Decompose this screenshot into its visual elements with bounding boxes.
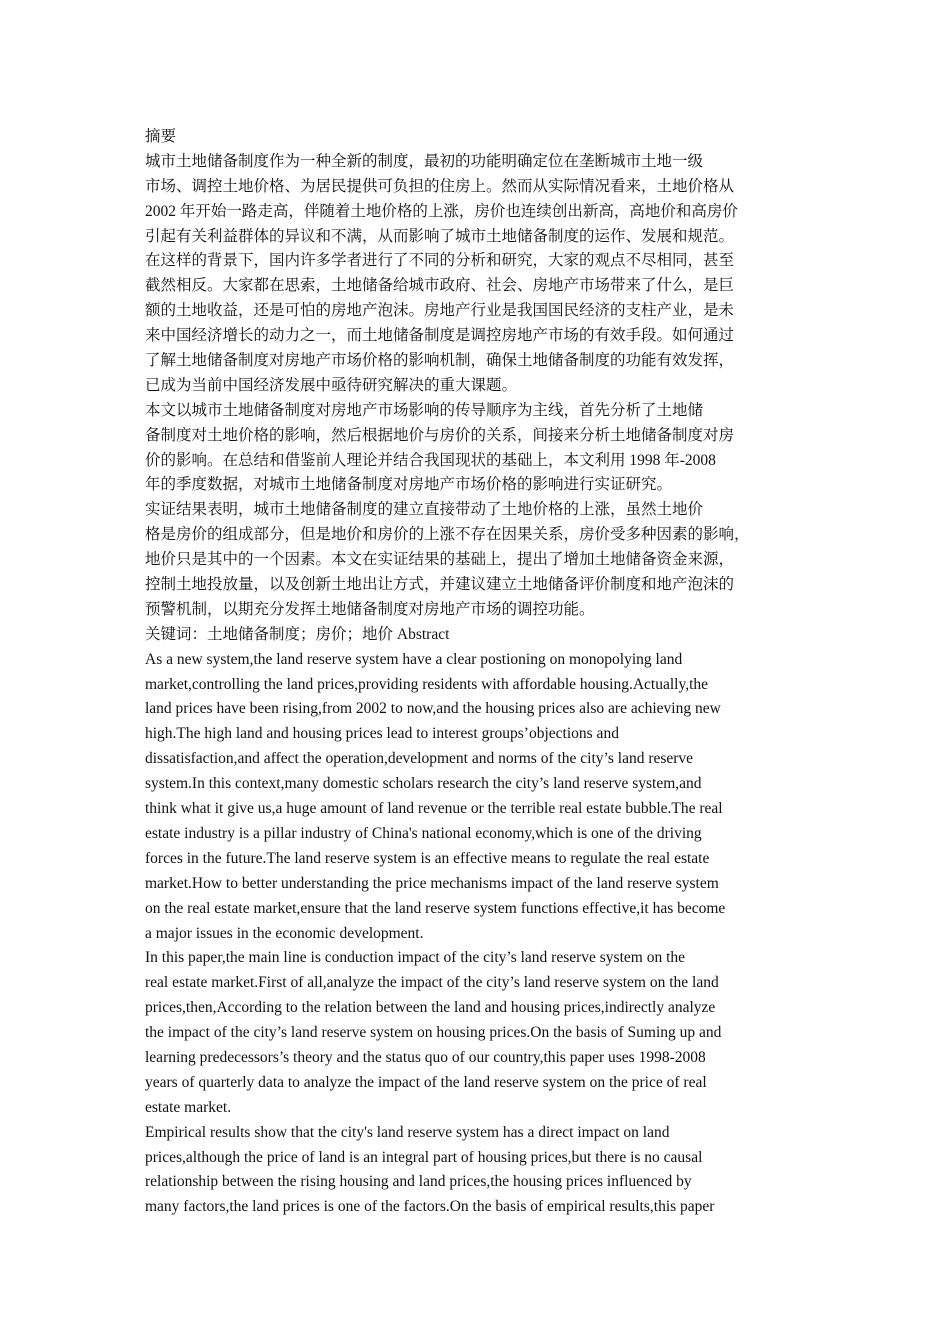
text-line: 实证结果表明，城市土地储备制度的建立直接带动了土地价格的上涨，虽然土地价	[145, 501, 704, 519]
text-line: market,controlling the land prices,providing residents with affordable housing.Actually,the	[145, 675, 709, 693]
text-line: As a new system,the land reserve system have a clear postioning on monopolying land	[145, 650, 683, 668]
text-line: years of quarterly data to analyze the impact of the land reserve system on the price of real	[145, 1073, 707, 1091]
text-line: 地价只是其中的一个因素。本文在实证结果的基础上，提出了增加土地储备资金来源，	[145, 551, 735, 569]
text-line: 在这样的背景下，国内许多学者进行了不同的分析和研究，大家的观点不尽相同，甚至	[145, 252, 735, 270]
text-line: many factors,the land prices is one of the factors.On the basis of empirical results,this paper	[145, 1198, 715, 1216]
text-line: 年的季度数据，对城市土地储备制度对房地产市场价格的影响进行实证研究。	[145, 476, 673, 494]
text-line: 引起有关利益群体的异议和不满，从而影响了城市土地储备制度的运作、发展和规范。	[145, 227, 735, 245]
text-line: 市场、调控土地价格、为居民提供可负担的住房上。然而从实际情况看来，土地价格从	[145, 177, 735, 195]
text-line: relationship between the rising housing and land prices,the housing prices influenced by	[145, 1173, 692, 1191]
text-line: high.The high land and housing prices lead to interest groups’objections and	[145, 725, 619, 743]
text-line: the impact of the city’s land reserve system on housing prices.On the basis of Suming up and	[145, 1024, 722, 1042]
text-line: forces in the future.The land reserve system is an effective means to regulate the real estate	[145, 849, 710, 867]
text-line: 了解土地储备制度对房地产市场价格的影响机制，确保土地储备制度的功能有效发挥，	[145, 352, 735, 370]
text-line: real estate market.First of all,analyze the impact of the city’s land reserve system on the land	[145, 974, 719, 992]
text-line: a major issues in the economic development.	[145, 924, 424, 942]
text-line: 额的土地收益，还是可怕的房地产泡沫。房地产行业是我国国民经济的支柱产业，是未	[145, 302, 735, 320]
text-line: 控制土地投放量，以及创新土地出让方式，并建议建立土地储备评价制度和地产泡沫的	[145, 576, 735, 594]
text-line: prices,then,According to the relation between the land and housing prices,indirectly analyze	[145, 999, 716, 1017]
text-line: Empirical results show that the city's land reserve system has a direct impact on land	[145, 1123, 670, 1141]
text-line: system.In this context,many domestic scholars research the city’s land reserve system,and	[145, 775, 702, 793]
text-line: on the real estate market,ensure that the land reserve system functions effective,it has become	[145, 899, 726, 917]
text-line: think what it give us,a huge amount of land revenue or the terrible real estate bubble.The real	[145, 800, 723, 818]
document-body	[145, 125, 805, 1220]
text-line: prices,although the price of land is an integral part of housing prices,but there is no causal	[145, 1148, 703, 1166]
text-line: 本文以城市土地储备制度对房地产市场影响的传导顺序为主线，首先分析了土地储	[145, 401, 704, 419]
text-line: 关键词：土地储备制度；房价；地价 Abstract	[145, 625, 450, 643]
text-line: market.How to better understanding the price mechanisms impact of the land reserve system	[145, 874, 719, 892]
abstract-heading: 摘要	[145, 128, 177, 145]
text-line: 2002 年开始一路走高，伴随着土地价格的上涨，房价也连续创出新高，高地价和高房价	[145, 202, 738, 220]
text-line: estate industry is a pillar industry of China's national economy,which is one of the driving	[145, 824, 702, 842]
text-line: 备制度对土地价格的影响，然后根据地价与房价的关系，间接来分析土地储备制度对房	[145, 426, 735, 444]
text-line: land prices have been rising,from 2002 to now,and the housing prices also are achieving new	[145, 700, 721, 718]
text-line: 截然相反。大家都在思索，土地储备给城市政府、社会、房地产市场带来了什么，是巨	[145, 277, 735, 295]
text-line: learning predecessors’s theory and the status quo of our country,this paper uses 1998-2008	[145, 1048, 706, 1066]
text-line: 价的影响。在总结和借鉴前人理论并结合我国现状的基础上，本文利用 1998 年-2008	[145, 451, 716, 469]
text-line: In this paper,the main line is conduction impact of the city’s land reserve system on the	[145, 949, 686, 967]
text-line: 已成为当前中国经济发展中亟待研究解决的重大课题。	[145, 376, 518, 394]
text-line: 格是房价的组成部分，但是地价和房价的上涨不存在因果关系，房价受多种因素的影响，	[145, 526, 750, 544]
text-line: estate market.	[145, 1098, 232, 1116]
text-line: 城市土地储备制度作为一种全新的制度，最初的功能明确定位在垄断城市土地一级	[145, 152, 704, 170]
text-line: 预警机制，以期充分发挥土地储备制度对房地产市场的调控功能。	[145, 600, 595, 618]
text-line: dissatisfaction,and affect the operation,development and norms of the city’s land reserve	[145, 750, 694, 768]
text-line: 来中国经济增长的动力之一，而土地储备制度是调控房地产市场的有效手段。如何通过	[145, 327, 735, 345]
